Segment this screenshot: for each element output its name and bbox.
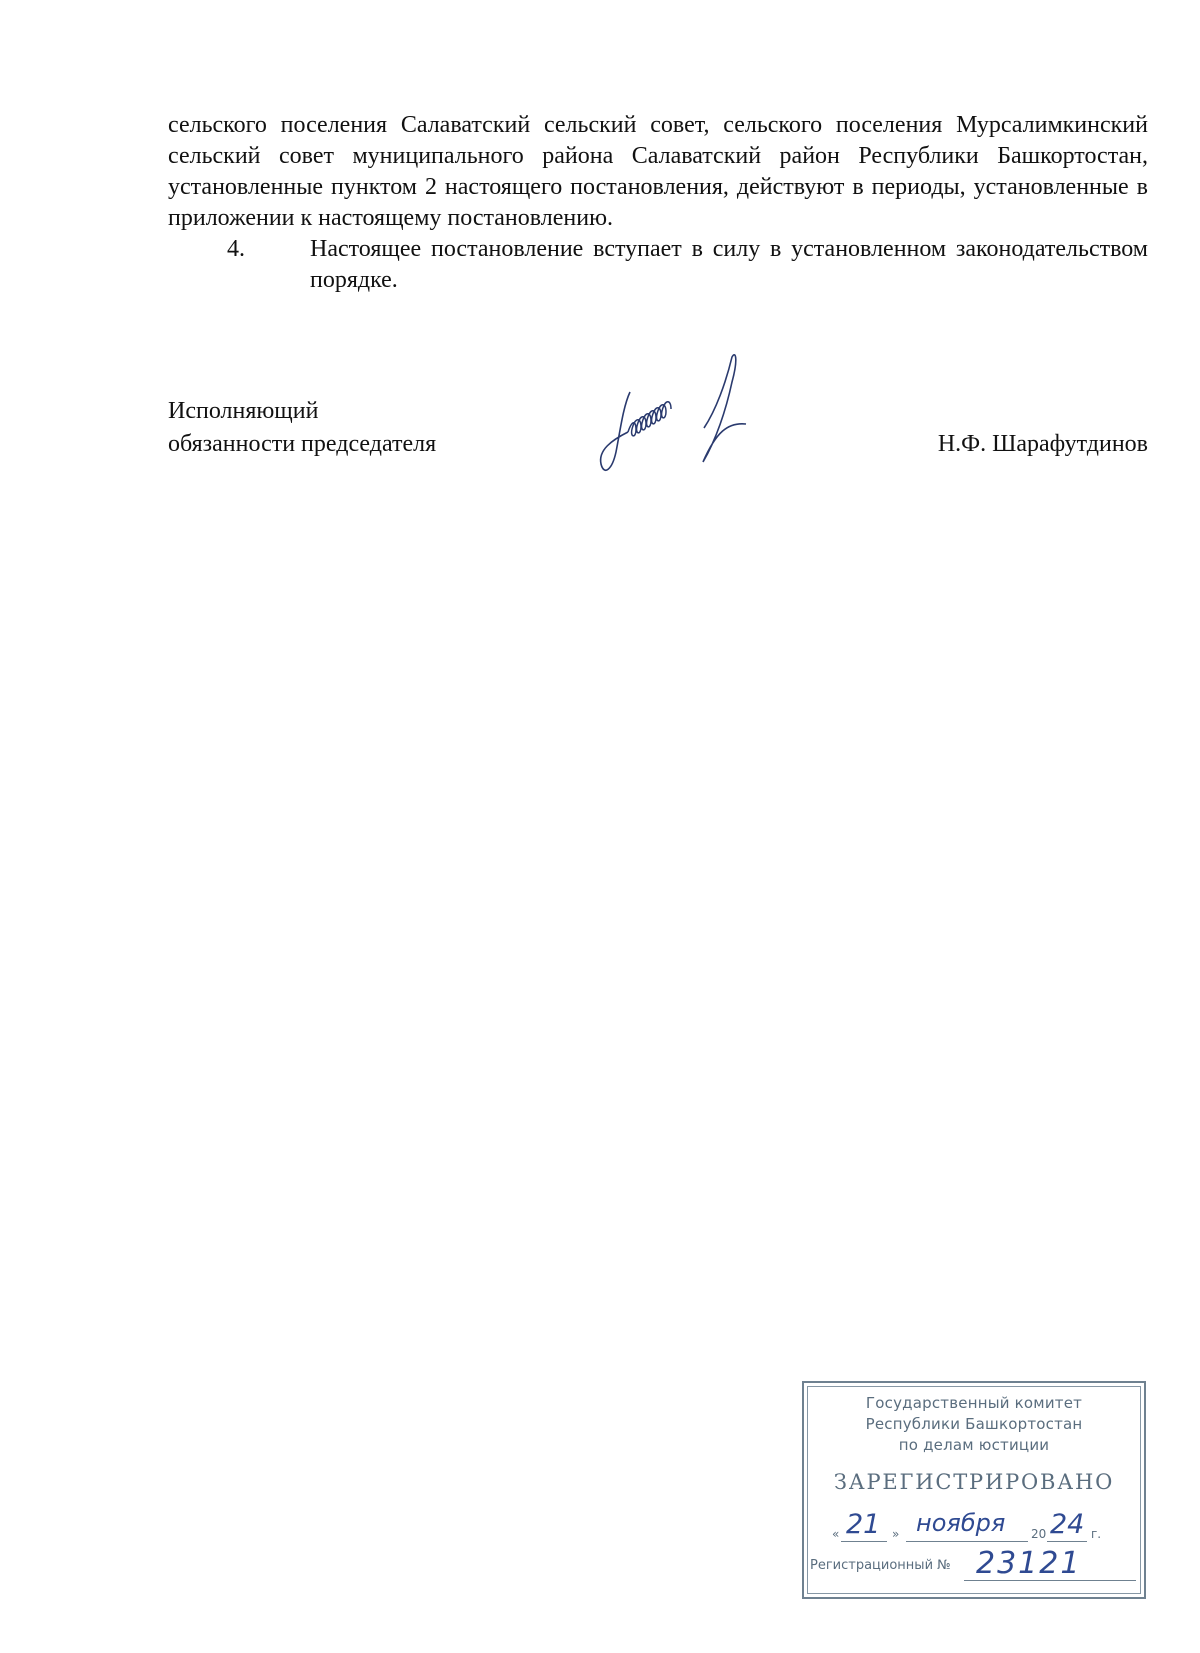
paragraph-4 xyxy=(168,234,1148,296)
stamp-open-quote: « xyxy=(832,1527,840,1541)
paragraph-4-text: Настоящее постановление вступает в силу в установленном законодательством порядке. xyxy=(310,236,1148,293)
year-underline xyxy=(1047,1541,1087,1542)
month-underline xyxy=(906,1541,1028,1542)
paragraph-continuation: сельского поселения Салаватский сельский совет, сельского поселения Мурсалимкинский сельский совет муниципального района Салаватский район Республики Башкортостан, установленные пунктом 2 настоящего постановления, действуют в периоды, установленные в приложении к настоящему постановлению. xyxy=(168,112,1148,231)
day-underline xyxy=(841,1541,887,1542)
handwritten-signature xyxy=(598,352,758,477)
stamp-month: ноября xyxy=(916,1509,1006,1537)
signatory-title xyxy=(168,395,436,461)
stamp-year-suffix: 24 xyxy=(1050,1509,1085,1540)
stamp-day: 21 xyxy=(846,1509,881,1540)
stamp-status: ЗАРЕГИСТРИРОВАНО xyxy=(833,1470,1115,1494)
paragraph-4-number: 4. xyxy=(227,236,245,262)
stamp-year-prefix: 20 xyxy=(1031,1527,1047,1541)
signatory-title-line1: Исполняющий xyxy=(168,398,319,424)
stamp-date xyxy=(832,1511,1132,1545)
stamp-org-line1: Государственный комитет xyxy=(865,1394,1083,1412)
stamp-registration-number xyxy=(810,1558,951,1573)
stamp-close-quote: » xyxy=(892,1527,900,1541)
stamp-year-unit: г. xyxy=(1091,1527,1102,1541)
document-body xyxy=(168,110,1148,296)
stamp-org-line2: Республики Башкортостан xyxy=(865,1415,1083,1433)
signatory-name: Н.Ф. Шарафутдинов xyxy=(937,431,1148,457)
stamp-organization xyxy=(804,1393,1144,1456)
stamp-reg-number: 23121 xyxy=(976,1546,1082,1581)
signatory-title-line2: обязанности председателя xyxy=(168,431,437,457)
stamp-org-line3: по делам юстиции xyxy=(898,1436,1050,1454)
registration-stamp xyxy=(802,1381,1146,1599)
stamp-reg-label: Регистрационный № xyxy=(810,1558,951,1573)
